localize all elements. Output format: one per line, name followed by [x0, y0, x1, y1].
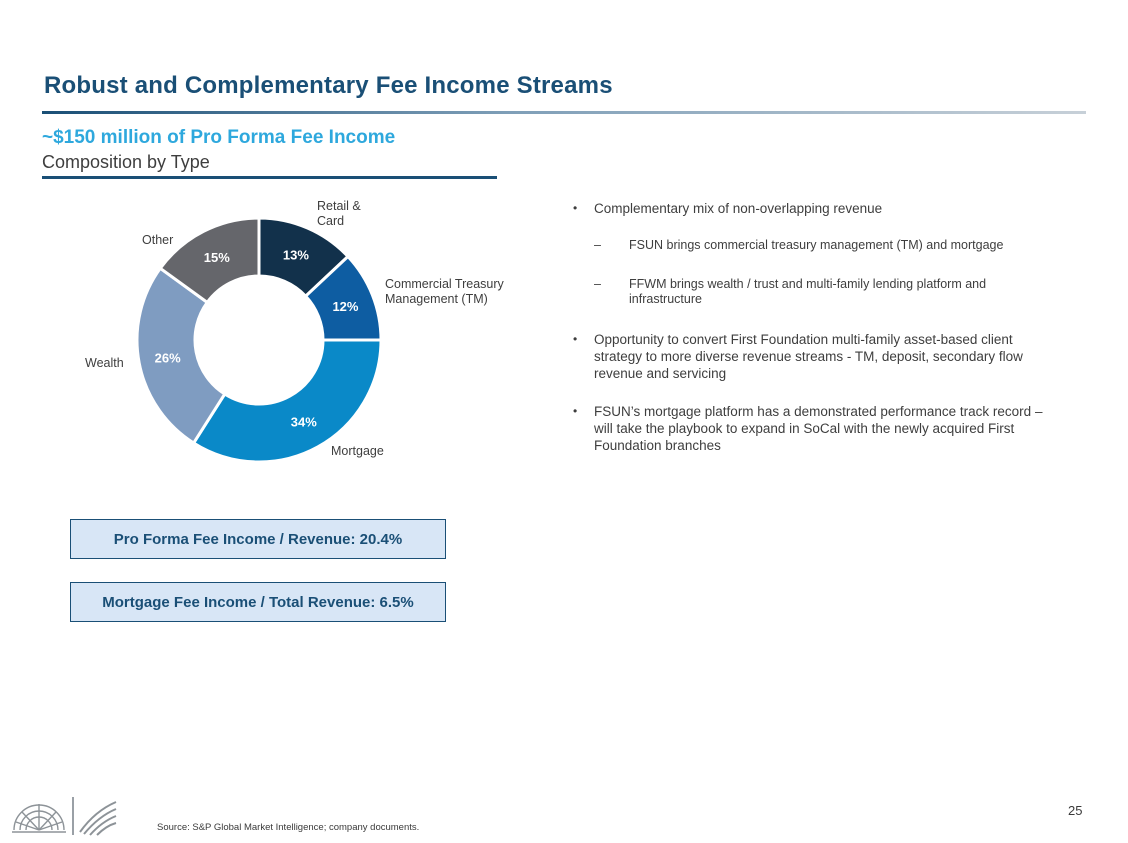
category-label-treasury-line1: Commercial Treasury [385, 277, 504, 291]
category-label-retail-line2: Card [317, 214, 345, 228]
bullet-text: Complementary mix of non-overlapping revenue [594, 201, 883, 216]
bullet-dot-icon: • [573, 201, 578, 215]
category-label-mortgage-line1: Mortgage [331, 444, 384, 458]
sub-bullet-text: FFWM brings wealth / trust and multi-family lending platform and infrastructure [629, 277, 987, 306]
category-label-wealth [85, 356, 124, 371]
slice-value-other: 15% [203, 250, 230, 266]
bullet-text: FSUN’s mortgage platform has a demonstrated performance track record – will take the playbook to expand in SoCal with the newly acquired First Foundation branches [594, 404, 1043, 453]
wave-logo-icon [78, 798, 118, 836]
slice-value-retail: 13% [282, 247, 309, 263]
bullet-dot-icon: • [573, 332, 578, 346]
slice-value-mortgage: 34% [290, 414, 317, 430]
bullet-item [570, 331, 1060, 382]
source-note: Source: S&P Global Market Intelligence; company documents. [157, 822, 420, 833]
page-number: 25 [1068, 803, 1083, 818]
chart-subtitle: ~$150 million of Pro Forma Fee Income [42, 127, 396, 148]
category-label-treasury [385, 277, 504, 307]
category-label-wealth-line1: Wealth [85, 356, 124, 370]
dash-icon: – [594, 238, 601, 252]
category-label-other [142, 233, 173, 248]
sub-bullet-text: FSUN brings commercial treasury management (TM) and mortgage [629, 238, 1004, 252]
category-label-mortgage [331, 444, 384, 459]
category-label-other-line1: Other [142, 233, 174, 247]
chart-heading: Composition by Type [42, 152, 210, 172]
fee-income-ratio-callout: Pro Forma Fee Income / Revenue: 20.4% [70, 519, 446, 559]
logo-divider [72, 797, 74, 835]
sub-bullet-item [570, 238, 1060, 253]
category-label-treasury-line2: Management (TM) [385, 292, 488, 306]
bullet-item [570, 200, 1060, 217]
slice-value-wealth: 26% [154, 350, 181, 366]
slice-value-treasury: 12% [332, 298, 359, 314]
bullet-text: Opportunity to convert First Foundation multi-family asset-based client strategy to more diverse revenue streams - TM, deposit, secondary flow revenue and servicing [594, 332, 1023, 381]
sunburst-logo-icon [10, 800, 68, 836]
bullet-dot-icon: • [573, 404, 578, 418]
mortgage-ratio-callout: Mortgage Fee Income / Total Revenue: 6.5% [70, 582, 446, 622]
sub-bullet-item [570, 277, 1060, 307]
dash-icon: – [594, 277, 601, 291]
key-points [570, 200, 1060, 475]
page-title: Robust and Complementary Fee Income Streams [44, 72, 613, 99]
bullet-item [570, 403, 1060, 454]
category-label-retail-line1: Retail & [317, 199, 361, 213]
fee-income-donut-chart [0, 0, 560, 500]
category-label-retail [317, 199, 361, 229]
